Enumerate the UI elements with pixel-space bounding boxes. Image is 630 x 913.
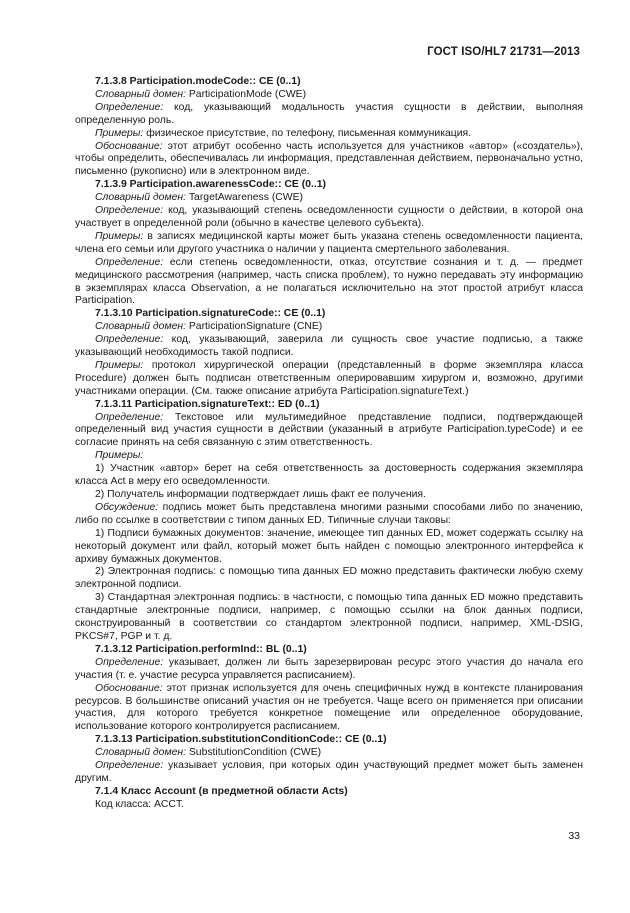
paragraph-text: протокол хирургической операции (представленный в форме экземпляра класса Procedure) должен быть подписан ответственным оперировавшим хирургом и, возможно, другими участниками операции. (См. также описание атрибута Participation.signatureText.) xyxy=(75,359,583,397)
body-paragraph xyxy=(75,257,583,309)
paragraph-text: ParticipationSignature (CNE) xyxy=(185,321,323,333)
section-heading xyxy=(75,399,583,412)
section-heading xyxy=(75,308,583,321)
standard-header: ГОСТ ISO/HL7 21731—2013 xyxy=(427,46,580,58)
paragraph-text: 7.1.3.13 Participation.substitutionConditionCode:: CE (0..1) xyxy=(95,734,387,746)
body-paragraph xyxy=(75,502,583,528)
body-paragraph xyxy=(75,799,583,812)
paragraph-text: код, указывающий модальность участия сущности в действии, выполняя определенную роль. xyxy=(75,101,583,126)
paragraph-text: если степень осведомленности, отказ, отсутствие сознания и т. д. — предмет медицинского рассмотрения (например, часть списка проблем), то нужно передавать эту информацию в экземплярах класса Observation, а не полагаться исключительно на этот простой атрибут класса Participation. xyxy=(75,256,583,307)
term-label: Определение: xyxy=(95,205,164,217)
paragraph-text: Текстовое или мультимедийное представление подписи, подтверждающей определенный вид участия сущности в действии (указанный в атрибуте Participation.typeCode) и ее согласие принять на себя связанную с этим ответственность. xyxy=(75,411,583,449)
paragraph-text: физическое присутствие, по телефону, письменная коммуникация. xyxy=(143,127,472,139)
term-label: Словарный домен: xyxy=(95,192,186,204)
term-label: Определение: xyxy=(95,101,164,113)
page-number: 33 xyxy=(568,830,580,842)
term-label: Обоснование: xyxy=(95,682,163,694)
body-paragraph xyxy=(75,450,583,463)
paragraph-text: 7.1.3.9 Participation.awarenessCode:: CE (0..1) xyxy=(95,179,326,191)
body-paragraph xyxy=(75,760,583,786)
paragraph-text: код, указывающий степень осведомленности сущности о действии, в которой она участвует в определенной роли (обычно в качестве целевого субъекта). xyxy=(75,205,583,229)
paragraph-text: этот атрибут особенно часть используется для участников «автор» («создатель»), чтобы определить, обеспечивалась ли информация, представленная действием, первоначально устно, письменно (рукописно) или в электронном виде. xyxy=(75,140,583,178)
paragraph-text: код, указывающий, заверила ли сущность свое участие подписью, а также указывающий необходимость такой подписи. xyxy=(75,334,583,359)
body-paragraph xyxy=(75,463,583,489)
paragraph-text: TargetAwareness (CWE) xyxy=(185,192,303,204)
term-label: Словарный домен: xyxy=(95,747,186,759)
body-paragraph xyxy=(75,334,583,360)
term-label: Примеры: xyxy=(95,450,144,462)
paragraph-text: Код класса: ACCT. xyxy=(95,798,185,810)
body-paragraph xyxy=(75,489,583,502)
paragraph-text: 2) Электронная подпись: с помощью типа данных ED можно представить фактически любую схему электронной подписи. xyxy=(75,566,583,591)
paragraph-text: 1) Участник «автор» берет на себя ответственность за достоверность содержания экземпляра класса Act в меру его осведомленности. xyxy=(75,463,583,488)
body-paragraph xyxy=(75,360,583,399)
paragraph-text: указывает, должен ли быть зарезервирован ресурс этого участия до начала его участия (т. е. участие ресурса управляется расписанием). xyxy=(75,656,583,681)
paragraph-text: указывает условия, при которых один участвующий предмет может быть заменен другим. xyxy=(75,760,583,784)
section-heading xyxy=(75,179,583,192)
paragraph-text: 7.1.3.10 Participation.signatureCode:: CE (0..1) xyxy=(95,308,326,320)
section-heading xyxy=(75,644,583,657)
document-body xyxy=(75,76,583,812)
paragraph-text: 7.1.3.8 Participation.modeCode:: CE (0..1) xyxy=(95,76,301,87)
term-label: Обсуждение: xyxy=(95,501,159,513)
paragraph-text: подпись может быть представлена многими разными способами либо по значению, либо по ссылке в соответствии с типом данных ED. Типичные случаи таковы: xyxy=(75,501,583,526)
body-paragraph xyxy=(75,89,583,102)
body-paragraph xyxy=(75,128,583,141)
term-label: Словарный домен: xyxy=(95,321,186,333)
section-heading xyxy=(75,786,583,799)
body-paragraph xyxy=(75,321,583,334)
body-paragraph xyxy=(75,205,583,231)
body-paragraph xyxy=(75,657,583,683)
body-paragraph xyxy=(75,566,583,592)
term-label: Определение: xyxy=(95,256,164,268)
body-paragraph xyxy=(75,747,583,760)
paragraph-text: 2) Получатель информации подтверждает лишь факт ее получения. xyxy=(95,489,426,500)
paragraph-text: 7.1.3.11 Participation.signatureText:: ED (0..1) xyxy=(95,398,320,410)
paragraph-text: 1) Подписи бумажных документов: значение, имеющее тип данных ED, может содержать ссылку на некоторый документ или файл, который может быть найден с помощью электронного интерфейса к архиву бумажных документов. xyxy=(75,527,583,565)
term-label: Обоснование: xyxy=(95,140,163,152)
body-paragraph xyxy=(75,231,583,257)
term-label: Словарный домен: xyxy=(95,88,186,100)
term-label: Примеры: xyxy=(95,230,144,242)
paragraph-text: в записях медицинской карты может быть указана степень осведомленности пациента, члена его семьи или другого участника о наличии у пациента смертельного заболевания. xyxy=(75,230,583,255)
term-label: Примеры: xyxy=(95,127,144,139)
paragraph-text: 3) Стандартная электронная подпись: в частности, с помощью типа данных ED можно представить стандартные электронные подписи, например, с помощью ссылки на блок данных подписи, сконструированный в соответствии со стандартом электронной подписи, например, XML-DSIG, PKCS#7, PGP и т. д. xyxy=(75,592,583,642)
paragraph-text: SubstitutionCondition (CWE) xyxy=(185,747,322,759)
term-label: Определение: xyxy=(95,411,164,423)
paragraph-text: ParticipationMode (CWE) xyxy=(185,88,307,100)
body-paragraph xyxy=(75,102,583,128)
body-paragraph xyxy=(75,141,583,180)
paragraph-text: этот признак используется для очень специфичных нужд в контексте планирования ресурсов. В большинстве описаний участия он не требуется. Чаще всего он применяется при описании участия, для которого требуется конкретное помещение или определенное оборудование, использование которого контролируется расписанием. xyxy=(75,682,583,733)
body-paragraph xyxy=(75,192,583,205)
section-heading xyxy=(75,734,583,747)
term-label: Определение: xyxy=(95,656,164,668)
body-paragraph xyxy=(75,412,583,451)
section-heading xyxy=(75,76,583,89)
term-label: Определение: xyxy=(95,334,164,346)
body-paragraph xyxy=(75,683,583,735)
term-label: Примеры: xyxy=(95,359,144,371)
paragraph-text: 7.1.3.12 Participation.performInd:: BL (0..1) xyxy=(95,643,307,655)
body-paragraph xyxy=(75,592,583,644)
term-label: Определение: xyxy=(95,760,164,772)
body-paragraph xyxy=(75,528,583,567)
paragraph-text: 7.1.4 Класс Account (в предметной области Acts) xyxy=(95,785,348,797)
